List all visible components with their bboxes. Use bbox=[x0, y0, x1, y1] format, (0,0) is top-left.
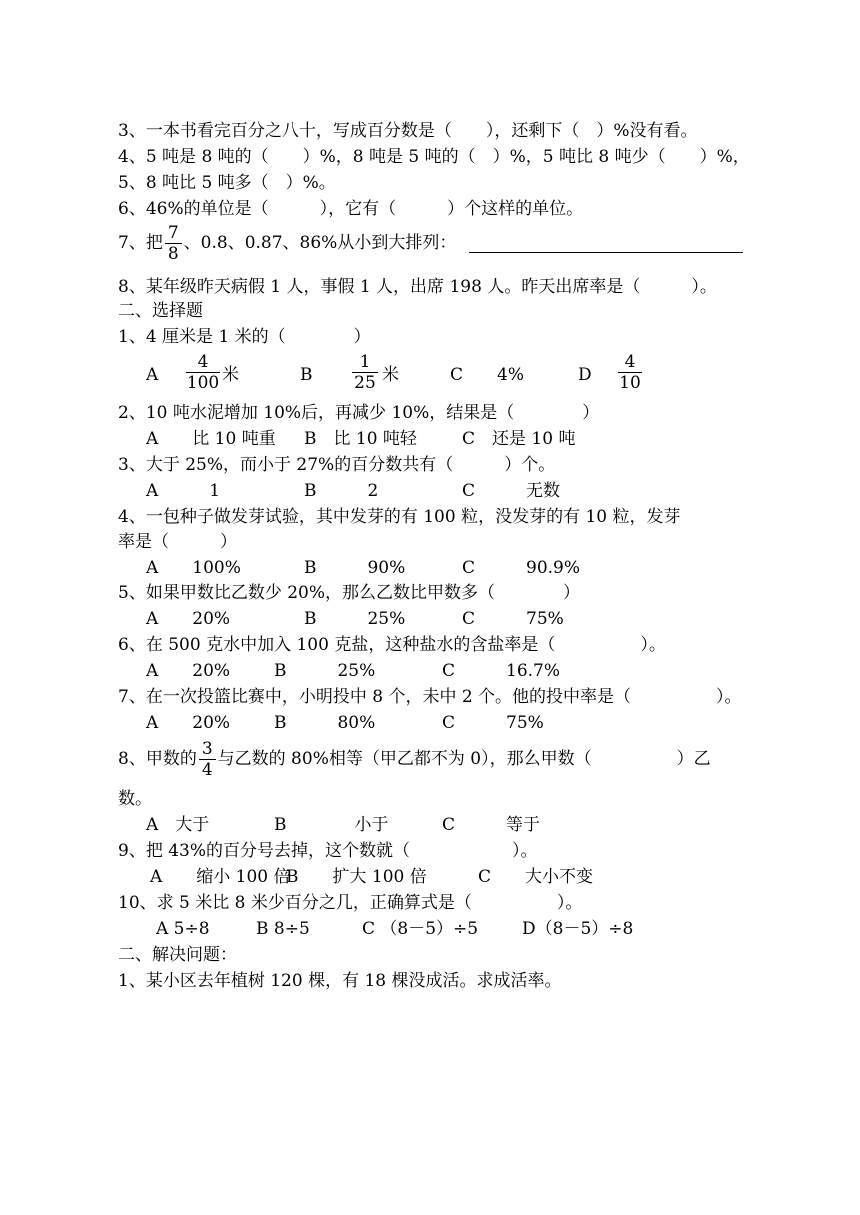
choice-q4-option-a: A 100% bbox=[146, 558, 241, 578]
fraction-denominator: 10 bbox=[619, 373, 641, 393]
choice-q5-option-c: C 75% bbox=[462, 609, 564, 629]
fraction-numerator: 4 bbox=[618, 352, 642, 373]
choice-q5-option-a: A 20% bbox=[146, 609, 231, 629]
fill-q6: 6、46%的单位是（ ），它有（ ）个这样的单位。 bbox=[118, 199, 584, 219]
choice-q1-option-b-label: B bbox=[300, 365, 313, 385]
choice-q1-option-a-fraction bbox=[186, 352, 220, 393]
fraction-denominator: 8 bbox=[167, 244, 179, 264]
answer-blank-line bbox=[469, 252, 743, 253]
choice-q4-line1: 4、一包种子做发芽试验，其中发芽的有 100 粒，没发芽的有 10 粒，发芽 bbox=[118, 507, 681, 527]
choice-q3-option-b: B 2 bbox=[304, 481, 379, 501]
fraction-three-quarters bbox=[199, 739, 216, 780]
choice-q3-option-a: A 1 bbox=[146, 481, 221, 501]
fill-q5: 5、8 吨比 5 吨多（ ）%。 bbox=[118, 173, 336, 193]
choice-q10-option-d: D（8－5）÷8 bbox=[522, 919, 634, 939]
choice-q1: 1、4 厘米是 1 米的（ ） bbox=[118, 327, 371, 347]
choice-q5-option-b: B 25% bbox=[304, 609, 406, 629]
choice-q6-option-a: A 20% bbox=[146, 661, 231, 681]
choice-q1-option-a-label: A bbox=[146, 365, 159, 385]
solve-q1: 1、某小区去年植树 120 棵，有 18 棵没成活。求成活率。 bbox=[118, 971, 562, 991]
choice-q9-option-b: B 扩大 100 倍 bbox=[286, 867, 427, 887]
choice-q2-option-a: A 比 10 吨重 bbox=[146, 429, 276, 449]
choice-q2-option-c: C 还是 10 吨 bbox=[462, 429, 576, 449]
choice-q3: 3、大于 25%，而小于 27%的百分数共有（ ）个。 bbox=[118, 455, 556, 475]
choice-q10-option-c: C （8－5）÷5 bbox=[362, 919, 479, 939]
choice-q8-option-c: C 等于 bbox=[442, 815, 541, 835]
choice-q7: 7、在一次投篮比赛中，小明投中 8 个，未中 2 个。他的投中率是（ ）。 bbox=[118, 687, 742, 707]
fill-q4: 4、5 吨是 8 吨的（ ）%，8 吨是 5 吨的（ ）%，5 吨比 8 吨少（ ）%， bbox=[118, 147, 750, 167]
fraction-numerator: 4 bbox=[186, 352, 220, 373]
fill-q7-text: 、0.8、0.87、86%从小到大排列： bbox=[183, 233, 457, 253]
choice-q2: 2、10 吨水泥增加 10%后，再减少 10%，结果是（ ） bbox=[118, 403, 600, 423]
fill-q7 bbox=[118, 222, 456, 264]
choice-q8 bbox=[118, 738, 711, 780]
choice-q1-option-d-fraction bbox=[618, 352, 642, 393]
choice-q1-option-d-label: D bbox=[578, 365, 592, 385]
fraction-seven-eighths bbox=[165, 223, 182, 264]
choice-q1-option-a-unit: 米 bbox=[222, 365, 239, 385]
choice-q9-option-a: A 缩小 100 倍 bbox=[150, 867, 291, 887]
choice-q1-option-b-fraction bbox=[352, 352, 378, 393]
choice-q10-option-a: A 5÷8 bbox=[156, 919, 210, 939]
choice-q8-text: 与乙数的 80%相等（甲乙都不为 0），那么甲数（ ）乙 bbox=[217, 749, 711, 769]
choice-q8-option-a: A 大于 bbox=[146, 815, 210, 835]
solve-heading: 二、解决问题： bbox=[118, 945, 237, 965]
choice-q6-option-c: C 16.7% bbox=[442, 661, 561, 681]
choice-q7-option-b: B 80% bbox=[274, 713, 376, 733]
fraction-numerator: 3 bbox=[199, 739, 216, 760]
choice-q2-option-b: B 比 10 吨轻 bbox=[304, 429, 417, 449]
choice-q8-prefix: 8、甲数的 bbox=[118, 749, 197, 769]
fraction-denominator: 4 bbox=[201, 760, 213, 780]
choice-q6: 6、在 500 克水中加入 100 克盐，这种盐水的含盐率是（ ）。 bbox=[118, 635, 666, 655]
choice-q8-option-b: B 小于 bbox=[274, 815, 389, 835]
fill-q8: 8、某年级昨天病假 1 人，事假 1 人，出席 198 人。昨天出席率是（ ）。 bbox=[118, 277, 717, 297]
choice-q9: 9、把 43%的百分号去掉，这个数就（ ）。 bbox=[118, 841, 538, 861]
fraction-denominator: 100 bbox=[186, 373, 220, 393]
choice-q10: 10、求 5 米比 8 米少百分之几，正确算式是（ ）。 bbox=[118, 893, 583, 913]
choice-q4-option-b: B 90% bbox=[304, 558, 406, 578]
choice-heading: 二、选择题 bbox=[118, 301, 203, 321]
fill-q3: 3、一本书看完百分之八十，写成百分数是（ ），还剩下（ ）%没有看。 bbox=[118, 121, 698, 141]
choice-q1-option-b-unit: 米 bbox=[382, 365, 399, 385]
fraction-numerator: 1 bbox=[352, 352, 378, 373]
choice-q5: 5、如果甲数比乙数少 20%，那么乙数比甲数多（ ） bbox=[118, 583, 581, 603]
choice-q4-line2: 率是（ ） bbox=[118, 532, 237, 552]
fraction-numerator: 7 bbox=[165, 223, 182, 244]
choice-q1-option-c: C 4% bbox=[450, 365, 524, 385]
choice-q7-option-c: C 75% bbox=[442, 713, 544, 733]
choice-q6-option-b: B 25% bbox=[274, 661, 376, 681]
choice-q9-option-c: C 大小不变 bbox=[478, 867, 594, 887]
choice-q4-option-c: C 90.9% bbox=[462, 558, 581, 578]
fill-q7-prefix: 7、把 bbox=[118, 233, 163, 253]
fraction-denominator: 25 bbox=[354, 373, 376, 393]
choice-q3-option-c: C 无数 bbox=[462, 481, 561, 501]
choice-q8-line2: 数。 bbox=[118, 789, 152, 809]
choice-q10-option-b: B 8÷5 bbox=[256, 919, 310, 939]
choice-q7-option-a: A 20% bbox=[146, 713, 231, 733]
